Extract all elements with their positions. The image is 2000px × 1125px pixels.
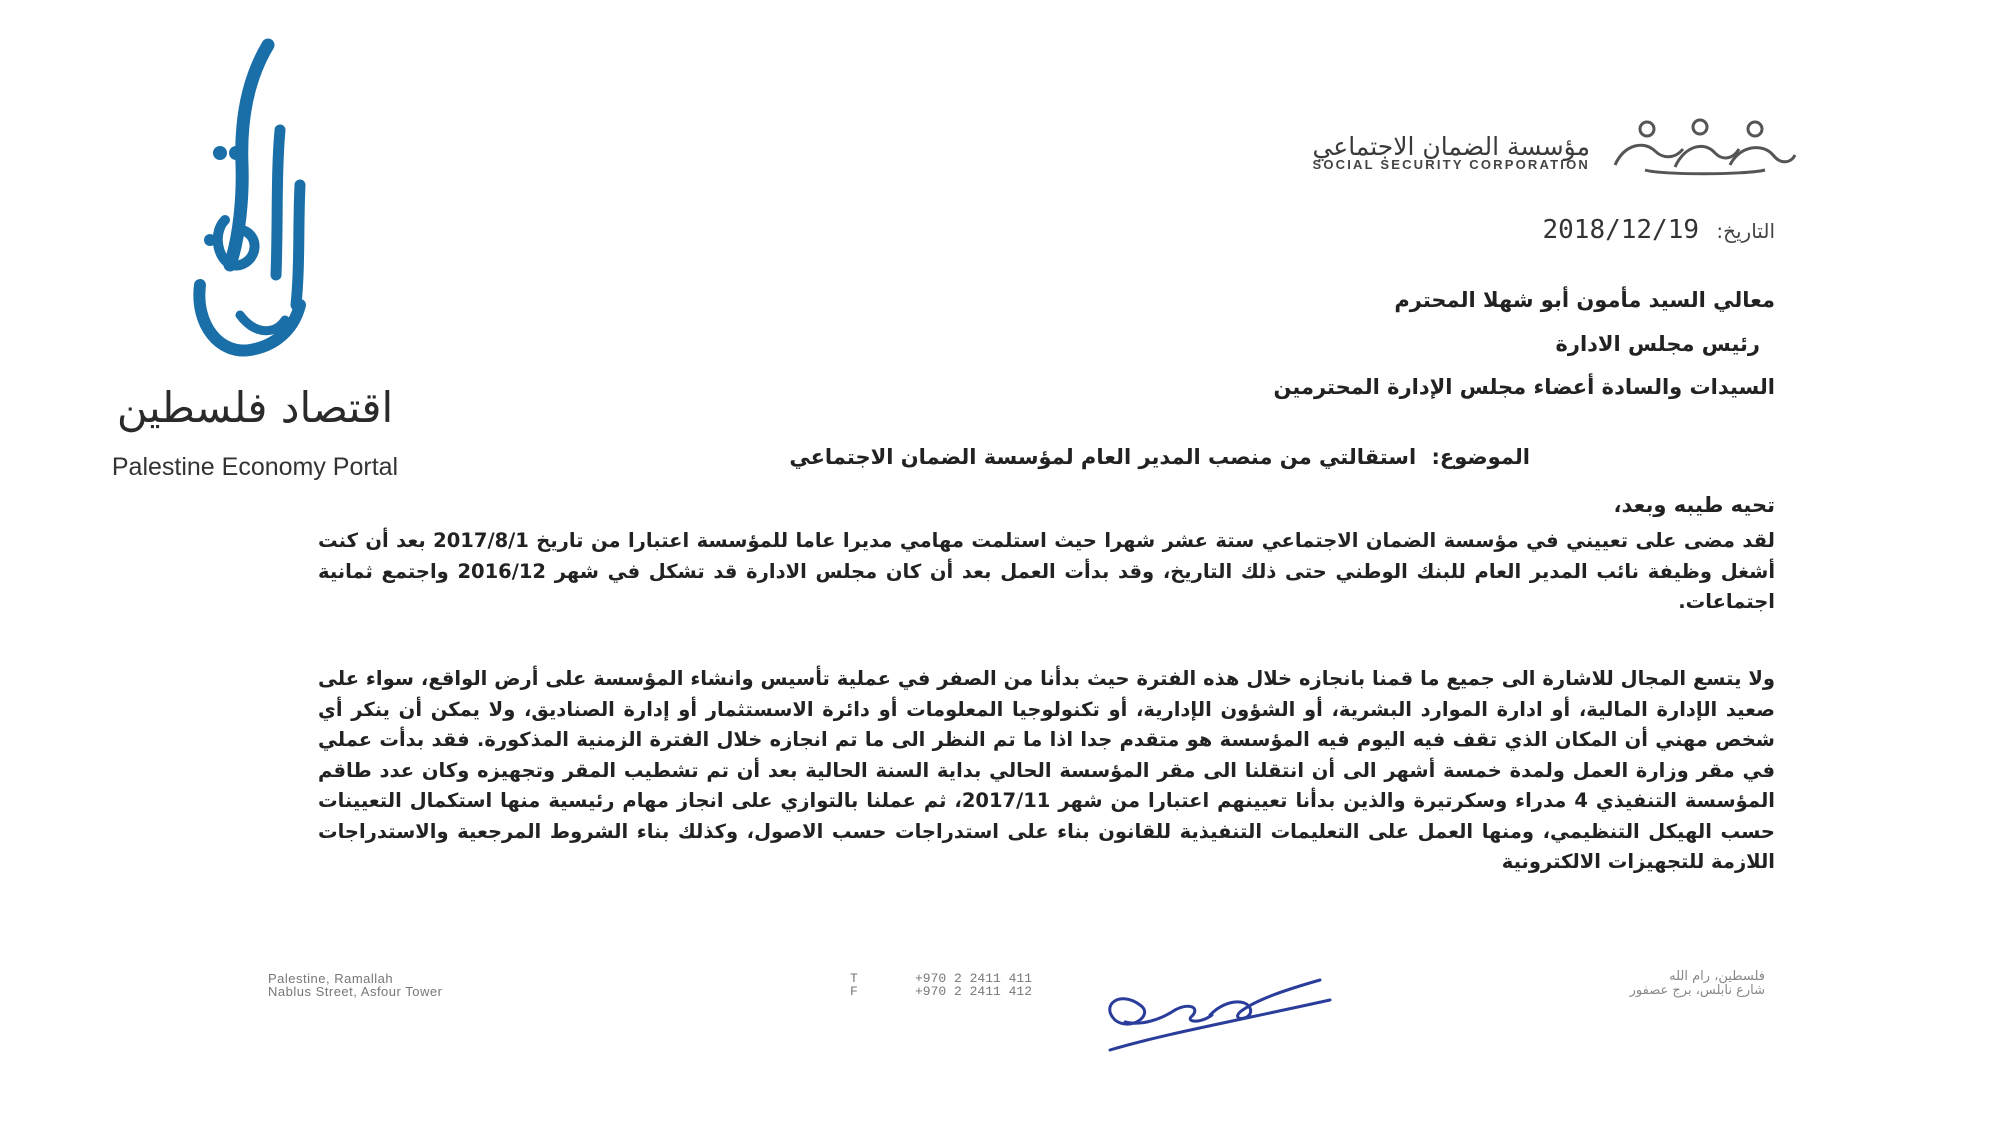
fax-value: +970 2 2411 412 <box>915 984 1033 999</box>
subject-text: استقالتي من منصب المدير العام لمؤسسة الضمان الاجتماعي <box>789 445 1417 469</box>
phone-value: +970 2 2411 411 <box>915 971 1033 986</box>
portal-title-en: Palestine Economy Portal <box>111 453 399 481</box>
footer-address-en <box>268 972 598 998</box>
portal-calligraphy-logo <box>180 35 340 395</box>
footer-address-ar-line-1: فلسطين، رام الله <box>1669 969 1765 984</box>
letter-paragraph-2: ولا يتسع المجال للاشارة الى جميع ما قمنا بانجازه خلال هذه الفترة حيث بدأنا من الصفر في عملية تأسيس وانشاء المؤسسة على أرض الواقع، سواء على صعيد الإدارة المالية، أو ادارة الموارد البشرية، أو الشؤون الإدارية، أو تكنولوجيا المعلومات أو دائرة الاسستثمار أو إدارة الصناديق، ولا يمكن أن ينكر أي شخص مهني أن المكان الذي تقف فيه اليوم فيه المؤسسة هو متقدم جدا اذا ما تم النظر الى ما تم انجازه خلال الفترة الزمنية المذكورة. فقد بدأت عملي في مقر وزارة العمل ولمدة خمسة أشهر الى أن انتقلنا الى مقر المؤسسة الحالي بداية السنة الحالية بعد أن تم تشطيب المقر وتجهيزه وكان عدد طاقم المؤسسة التنفيذي 4 مدراء وسكرتيرة والذين بدأنا تعيينهم اعتبارا من شهر 2017/11، ثم عملنا بالتوازي على انجاز مهام رئيسية منها استكمال التعيينات حسب الهيكل التنظيمي، ومنها العمل على التعليمات التنفيذية للقانون بناء على استدراجات حسب الاصول، وكذلك بناء الشروط المرجعية والاستدراجات اللازمة للتجهيزات الالكترونية <box>318 667 1775 873</box>
date-value: 2018/12/19 <box>1542 215 1700 245</box>
signature <box>1080 960 1340 1055</box>
footer-contact <box>850 972 1110 998</box>
footer-address-en-line-2: Nablus Street, Asfour Tower <box>268 984 443 999</box>
portal-title-ar: اقتصاد فلسطين <box>116 383 394 432</box>
letter-paragraph-1: لقد مضى على تعييني في مؤسسة الضمان الاجتماعي ستة عشر شهرا حيث استلمت مهامي مديرا عاما للمؤسسة اعتبارا من تاريخ 2017/8/1 بعد أن كنت أشغل وظيفة نائب المدير العام للبنك الوطني حتى ذلك التاريخ، وقد بدأت العمل بعد أن كان مجلس الادارة قد تشكل في شهر 2016/12 واجتمع ثمانية اجتماعات. <box>318 529 1776 613</box>
letter-date <box>1300 215 1775 245</box>
footer-address-ar-line-2: شارع نابلس، برج عصفور <box>1629 983 1765 998</box>
corporation-name-en: SOCIAL SECURITY CORPORATION <box>1312 157 1590 172</box>
phone-key: T <box>850 971 858 986</box>
recipient-line-2: رئيس مجلس الادارة <box>1555 332 1760 356</box>
recipient-line-3: السيدات والسادة أعضاء مجلس الإدارة المحترمين <box>1273 375 1775 399</box>
recipient-line-1: معالي السيد مأمون أبو شهلا المحترم <box>1394 288 1775 312</box>
footer-address-ar <box>1470 970 1765 998</box>
subject-label: الموضوع: <box>1431 445 1530 469</box>
fax-key: F <box>850 984 858 999</box>
letter-greeting: تحيه طيبه وبعد، <box>1613 493 1775 517</box>
social-security-emblem-icon <box>1605 115 1800 177</box>
date-label: التاريخ: <box>1716 219 1775 243</box>
letter-subject <box>510 445 1530 469</box>
corporation-name-ar: مؤسسة الضمان الاجتماعي <box>1312 132 1590 161</box>
footer-address-en-line-1: Palestine, Ramallah <box>268 971 394 986</box>
